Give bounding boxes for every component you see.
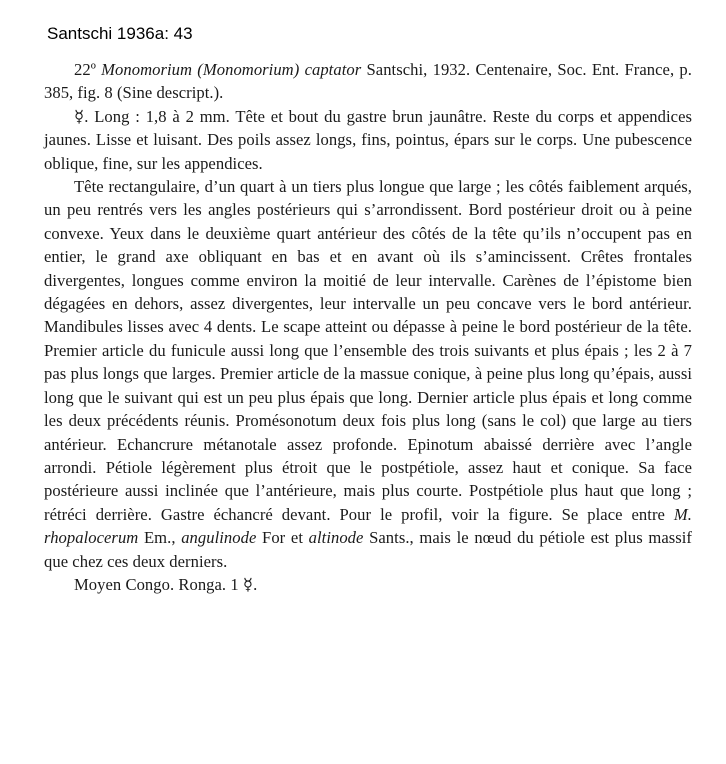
page-header: Santschi 1936a: 43 — [47, 24, 193, 43]
worker-caste-symbol: ☿. — [74, 106, 89, 126]
worker-description: Long : 1,8 à 2 mm. Tête et bout du gastre brun jaunâtre. Reste du corps et appendices jaunes. Lisse et luisant. Des poils assez longs, fins, pointus, épars sur le corps. Une pubescence oblique, fine, sur les appendices. — [44, 106, 692, 173]
morphology-text-4: Sants., mais le nœud du pétiole est plus massif que chez ces deux derniers. — [44, 528, 692, 571]
species-description — [44, 58, 692, 596]
comparison-species-3: altinode — [308, 528, 364, 548]
entry-citation: Santschi, 1932. Centenaire, Soc. Ent. France, p. 385, fig. 8 (Sine descript.). — [44, 60, 692, 103]
morphology-text-2: Em., — [138, 528, 182, 548]
paragraph-morphology — [44, 175, 692, 573]
locality-text: Moyen Congo. Ronga. 1 ☿. — [74, 574, 258, 594]
entry-heading — [44, 58, 692, 105]
subgenus-name: (Monomorium) — [197, 60, 300, 79]
species-name: captator — [304, 60, 362, 79]
paragraph-locality — [44, 573, 692, 596]
morphology-text: Tête rectangulaire, d’un quart à un tiers plus longue que large ; les côtés faiblement arqués, un peu rentrés vers les angles postérieurs qui s’arrondissent. Bord postérieur droit ou à peine convexe. Yeux dans le deuxième quart antérieur des côtés de la tête qu’ils n’occupent pas en entier, le grand axe obliquant en bas et en avant où ils s’amincissent. Crêtes frontales divergentes, longues comme environ la moitié de leur intervalle. Carènes de l’épistome bien dégagées en dehors, assez divergentes, leur intervalle un peu concave vers le bord antérieur. Mandibules lisses avec 4 dents. Le scape atteint ou dépasse à peine le bord postérieur de la tête. Premier article du funicule aussi long que l’ensemble des trois suivants et plus épais ; les 2 à 7 pas plus longs que larges. Premier article de la massue conique, à peine plus long qu’épais, aussi long que le suivant qui est un peu plus épais que long. Dernier article plus épais et long comme les deux précédents réunis. Promésonotum deux fois plus long (sans le col) que large au tiers antérieur. Echancrure métanotale assez profonde. Epinotum abaissé derrière avec l’angle arrondi. Pétiole légèrement plus étroit que le postpétiole, assez haut et conique. Sa face postérieure aussi inclinée que l’antérieure, mais plus courte. Postpétiole plus haut que long ; rétréci derrière. Gastre échancré devant. Pour le profil, voir la figure. Se place entre — [44, 177, 692, 524]
comparison-species-1: M. rhopalocerum — [44, 504, 692, 548]
genus-name: Monomorium — [101, 60, 193, 79]
comparison-species-2: angulinode — [181, 528, 257, 548]
entry-number: 22º — [74, 60, 96, 79]
paragraph-worker — [44, 105, 692, 175]
morphology-text-3: For et — [256, 528, 309, 548]
